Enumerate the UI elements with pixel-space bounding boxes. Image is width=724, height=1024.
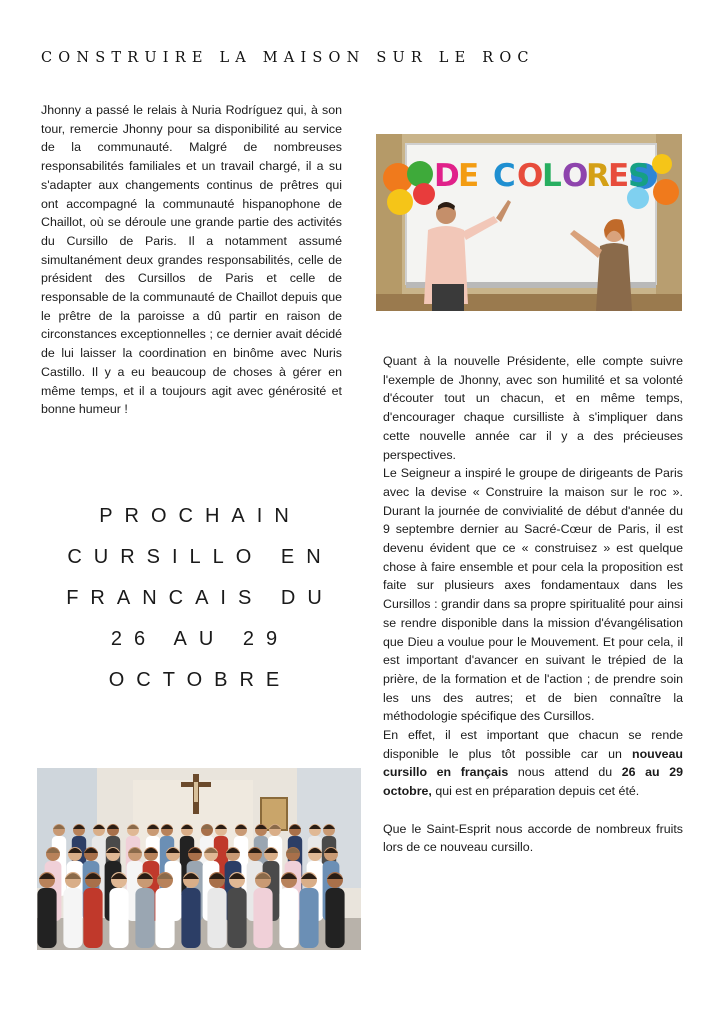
right-paragraph-3: [383, 726, 683, 801]
person-body: [109, 888, 128, 948]
person-body: [227, 888, 246, 948]
group-illustration: [37, 768, 361, 950]
text-span: qui est en préparation depuis cet été.: [431, 784, 640, 799]
left-column: [41, 101, 342, 419]
banner-letter: O: [517, 158, 544, 194]
banner-letter: C: [493, 158, 516, 194]
banner-letter: E: [458, 158, 480, 194]
page-title: CONSTRUIRE LA MAISON SUR LE ROC: [41, 50, 535, 66]
bold-dates: 26 au 29 octobre,: [383, 765, 683, 799]
banner-letter: D: [434, 158, 460, 194]
banner-letter: L: [542, 158, 562, 194]
de-colores-photo: [376, 134, 682, 311]
left-paragraph: Jhonny a passé le relais à Nuria Rodríguez qui, à son tour, remercie Jhonny pour sa disponibilité au service de la communauté. Malgré de nombreuses responsabilités familiales et un travail chargé, il a su s'adapter aux changements continus de prêtres qui ont accompagné la communauté hispanophone de Chaillot, où se déroule une grande partie des activités du Cursillo de Paris. Il a notamment assumé simultanément deux grandes responsabilités, celle de président des Cursillos de Paris et celle de responsable de la communauté de Chaillot depuis que le prêtre de la paroisse a dû partir en raison de circonstances exceptionnelles ; ce dernier avait décidé de lui laisser la coordination en binôme avec Nuris Castillo. Il y a eu beaucoup de choses à gérer en même temps, et il a toujours agit avec générosité et bonne humeur !: [41, 103, 342, 417]
text-span: En effet, il est important que chacun se rende disponible le plus tôt possible car un: [383, 728, 683, 761]
banner-letter: S: [628, 158, 651, 194]
announcement-line: 26 AU 29: [110, 628, 290, 650]
banner-letter: O: [562, 158, 589, 194]
person-body: [63, 888, 82, 948]
banner-letter: R: [586, 158, 610, 194]
person-body: [37, 888, 56, 948]
announcement-line: OCTOBRE: [108, 669, 292, 691]
person-body: [135, 888, 154, 948]
person-body: [279, 888, 298, 948]
person-body: [83, 888, 102, 948]
person-body: [181, 888, 200, 948]
person-body: [299, 888, 318, 948]
announcement: [41, 496, 359, 701]
person-body: [207, 888, 226, 948]
person-body: [155, 888, 174, 948]
right-paragraph-1: Quant à la nouvelle Présidente, elle compte suivre l'exemple de Jhonny, avec son humilité et sa volonté d'écouter tout un chacun, et en même temps, d'encourager chaque cursilliste à s'impliquer dans cette nouvelle année car il y a des précieuses perspectives.: [383, 354, 683, 462]
right-paragraph-4: Que le Saint-Esprit nous accorde de nombreux fruits lors de ce nouveau cursillo.: [383, 821, 683, 855]
banner-letter: E: [608, 158, 630, 194]
person-body: [253, 888, 272, 948]
announcement-line: PROCHAIN: [99, 505, 301, 527]
text-span: nous attend du: [508, 765, 622, 780]
announcement-line: FRANCAIS DU: [66, 587, 334, 609]
crowd: [37, 824, 344, 948]
bold-new-cursillo: nouveau cursillo en français: [383, 746, 683, 780]
right-paragraph-2: Le Seigneur a inspiré le groupe de dirigeants de Paris avec la devise « Construire la maison sur le roc ». Durant la journée de convivialité de début d'année du 9 septembre dernier au Sacré-Cœur de Paris, il est devenu évident que ce « construisez » est quelque chose à faire ensemble et pour cela la proposition est faite sur plusieurs axes fondamentaux dans les Cursillos : grandir dans sa propre spiritualité pour ainsi se rendre disponible dans la mission d'évangélisation que Dieu a voulue pour le Mouvement. Et pour cela, il est important d'avancer en suivant le trépied de la prière, de la formation et de l'action ; de prendre soin les uns des autres; et de bien connaître la méthodologie spécifique des Cursillos.: [383, 466, 683, 724]
announcement-line: CURSILLO EN: [67, 546, 333, 568]
banner: [434, 158, 650, 194]
de-colores-illustration: [376, 134, 682, 311]
right-column: [383, 352, 683, 857]
person-body: [325, 888, 344, 948]
group-photo: [37, 768, 361, 950]
